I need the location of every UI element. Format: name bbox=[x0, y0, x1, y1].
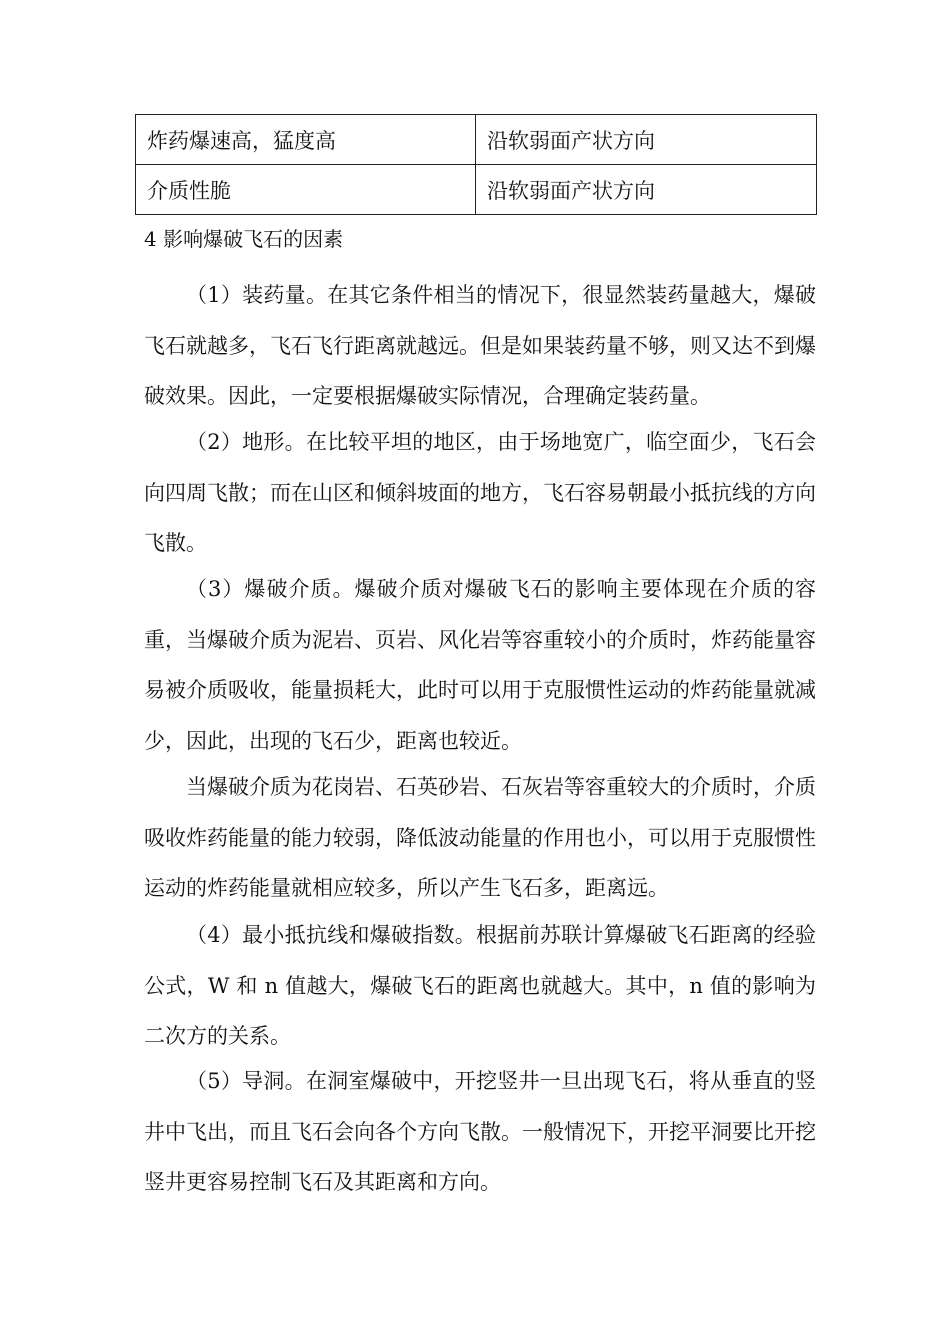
paragraph-medium: （3）爆破介质。爆破介质对爆破飞石的影响主要体现在介质的容重，当爆破介质为泥岩、页岩、风化岩等容重较小的介质时，炸药能量容易被介质吸收，能量损耗大，此时可以用于克服惯性运动的炸药能量就减少，因此，出现的飞石少，距离也较近。 bbox=[144, 577, 816, 753]
table-cell: 炸药爆速高，猛度高 bbox=[136, 115, 476, 165]
table-row bbox=[136, 165, 817, 215]
paragraph-adit: （5）导洞。在洞室爆破中，开挖竖井一旦出现飞石，将从垂直的竖井中飞出，而且飞石会向各个方向飞散。一般情况下，开挖平洞要比开挖竖井更容易控制飞石及其距离和方向。 bbox=[144, 1069, 816, 1194]
paragraph-burden: （4）最小抵抗线和爆破指数。根据前苏联计算爆破飞石距离的经验公式，W 和 n 值越大，爆破飞石的距离也就越大。其中，n 值的影响为二次方的关系。 bbox=[144, 923, 816, 1048]
section-heading: 4 影响爆破飞石的因素 bbox=[144, 227, 344, 251]
table-cell: 介质性脆 bbox=[136, 165, 476, 215]
paragraph-charge: （1）装药量。在其它条件相当的情况下，很显然装药量越大，爆破飞石就越多，飞石飞行距离就越远。但是如果装药量不够，则又达不到爆破效果。因此，一定要根据爆破实际情况，合理确定装药量。 bbox=[144, 283, 816, 408]
paragraph-terrain: （2）地形。在比较平坦的地区，由于场地宽广，临空面少，飞石会向四周飞散；而在山区和倾斜坡面的地方，飞石容易朝最小抵抗线的方向飞散。 bbox=[144, 430, 816, 555]
table-cell: 沿软弱面产状方向 bbox=[476, 115, 817, 165]
continuation-table bbox=[135, 114, 817, 215]
paragraph-dense-medium: 当爆破介质为花岗岩、石英砂岩、石灰岩等容重较大的介质时，介质吸收炸药能量的能力较弱，降低波动能量的作用也小，可以用于克服惯性运动的炸药能量就相应较多，所以产生飞石多，距离远。 bbox=[144, 775, 816, 900]
table-row bbox=[136, 115, 817, 165]
table-cell: 沿软弱面产状方向 bbox=[476, 165, 817, 215]
